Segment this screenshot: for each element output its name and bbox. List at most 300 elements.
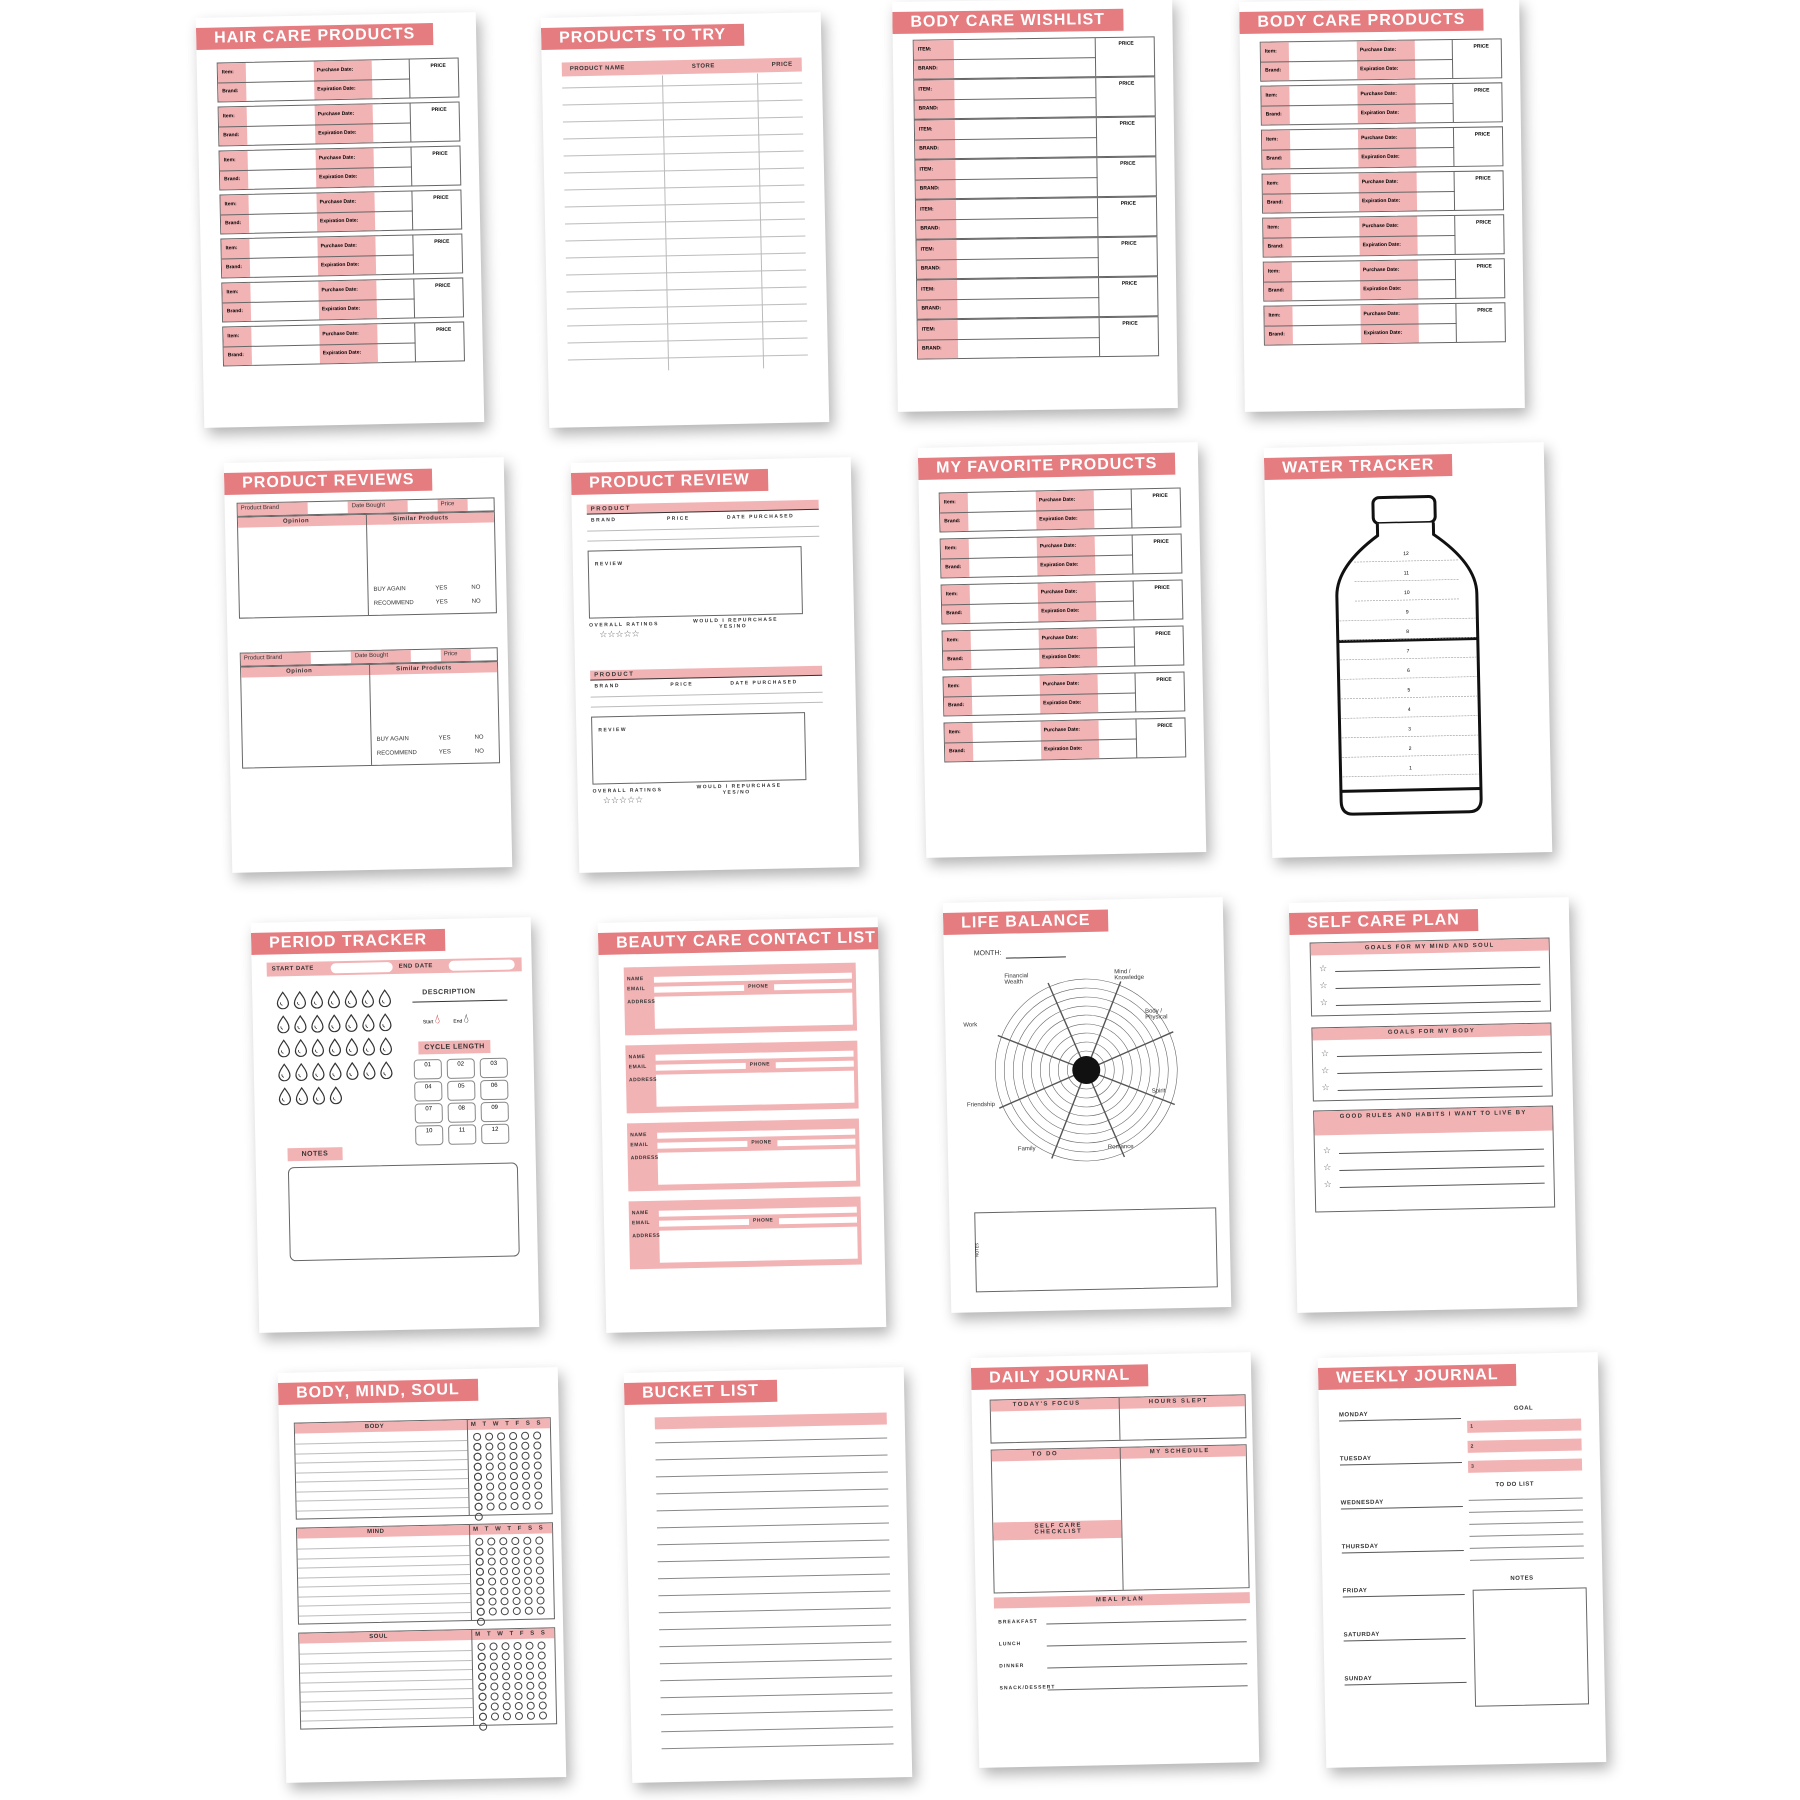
habit-circle[interactable] [478,1663,486,1671]
habit-circle[interactable] [537,1606,545,1614]
todo-line[interactable] [1469,1521,1583,1524]
no-label[interactable]: NO [474,734,484,741]
habit-circle[interactable] [536,1556,544,1564]
habit-circle[interactable] [486,1492,494,1500]
habit-circle[interactable] [538,1661,546,1669]
item-block[interactable] [221,277,464,322]
item-block[interactable] [942,625,1185,670]
habit-circle[interactable] [526,1692,534,1700]
cycle-box[interactable]: 01 [414,1059,442,1080]
drop-icon[interactable] [345,1062,360,1080]
habit-circle[interactable] [474,1473,482,1481]
bucket-line[interactable] [656,1471,888,1477]
habit-circle[interactable] [512,1577,520,1585]
habit-circle[interactable] [490,1692,498,1700]
drop-icon[interactable] [292,991,307,1009]
habit-circle[interactable] [538,1671,546,1679]
bucket-line[interactable] [660,1658,892,1664]
habit-circle[interactable] [478,1653,486,1661]
habit-circle[interactable] [524,1577,532,1585]
habit-line[interactable] [296,1488,468,1493]
habit-circle[interactable] [512,1597,520,1605]
drop-icon[interactable] [362,1061,377,1079]
habit-circle[interactable] [522,1492,530,1500]
habit-line[interactable] [300,1688,472,1693]
drop-icon[interactable] [343,990,358,1008]
habit-line[interactable] [297,1545,469,1550]
weekday-line[interactable] [1339,1418,1461,1422]
goal-row[interactable] [1468,1438,1582,1452]
habit-circle[interactable] [514,1652,522,1660]
habit-circle[interactable] [537,1641,545,1649]
bucket-line[interactable] [659,1624,891,1630]
habit-circle[interactable] [477,1643,485,1651]
cycle-box[interactable]: 11 [448,1124,476,1145]
drop-icon[interactable] [327,1038,342,1056]
drop-icon[interactable] [328,1062,343,1080]
habit-circle[interactable] [510,1492,518,1500]
habit-circle[interactable] [534,1501,542,1509]
habit-circle[interactable] [510,1462,518,1470]
habit-line[interactable] [298,1592,470,1597]
habit-circle[interactable] [536,1586,544,1594]
habit-circle[interactable] [489,1607,497,1615]
habit-circle[interactable] [474,1463,482,1471]
table-row[interactable] [566,252,806,258]
cycle-box[interactable]: 03 [480,1058,508,1079]
habit-circle[interactable] [488,1587,496,1595]
habit-line[interactable] [295,1440,467,1445]
habit-circle[interactable] [534,1481,542,1489]
notes-box[interactable] [1473,1587,1589,1706]
drop-icon[interactable] [275,991,290,1009]
habit-circle[interactable] [526,1672,534,1680]
drop-icon[interactable] [327,1014,342,1032]
habit-circle[interactable] [491,1712,499,1720]
habit-circle[interactable] [501,1642,509,1650]
habit-circle[interactable] [533,1451,541,1459]
table-row[interactable] [566,286,806,292]
bucket-line[interactable] [659,1607,891,1613]
drop-icon[interactable] [310,1038,325,1056]
cycle-box[interactable]: 05 [447,1080,475,1101]
drop-icon[interactable] [310,1014,325,1032]
item-block[interactable] [1263,302,1506,345]
habit-circle[interactable] [526,1652,534,1660]
notes-box[interactable] [974,1207,1218,1292]
wishlist-item[interactable] [915,236,1158,279]
habit-circle[interactable] [510,1482,518,1490]
habit-circle[interactable] [524,1587,532,1595]
habit-line[interactable] [299,1602,471,1607]
habit-circle[interactable] [498,1502,506,1510]
table-row[interactable] [565,201,805,207]
meal-line[interactable] [1048,1685,1248,1690]
bucket-line[interactable] [661,1726,893,1732]
habit-circle[interactable] [501,1607,509,1615]
habit-circle[interactable] [533,1441,541,1449]
habit-line[interactable] [295,1450,467,1455]
cycle-box[interactable]: 08 [448,1102,476,1123]
item-block[interactable] [1262,214,1505,257]
goal-line[interactable] [1336,984,1541,989]
habit-circle[interactable] [526,1682,534,1690]
habit-circle[interactable] [526,1662,534,1670]
item-block[interactable] [939,487,1182,532]
item-block[interactable] [1262,170,1505,213]
todo-line[interactable] [1470,1557,1584,1560]
yes-no-label[interactable]: YES/NO [722,789,751,796]
meal-line[interactable] [1047,1641,1247,1646]
review-body[interactable] [240,661,500,768]
weekday-line[interactable] [1343,1594,1465,1598]
habit-section[interactable] [298,1627,557,1729]
cycle-box[interactable]: 04 [414,1081,442,1102]
habit-circle[interactable] [522,1482,530,1490]
drop-icon[interactable] [277,1063,292,1081]
end-date-field[interactable] [449,959,515,970]
habit-circle[interactable] [485,1442,493,1450]
cycle-box[interactable]: 10 [415,1125,443,1146]
habit-circle[interactable] [502,1672,510,1680]
todo-line[interactable] [1469,1509,1583,1512]
habit-line[interactable] [299,1611,471,1616]
rating-stars[interactable]: ☆☆☆☆☆ [602,794,644,806]
habit-circle[interactable] [511,1547,519,1555]
habit-circle[interactable] [514,1662,522,1670]
habit-circle[interactable] [476,1598,484,1606]
item-block[interactable] [1260,82,1503,125]
wishlist-item[interactable] [913,36,1156,79]
item-block[interactable] [1261,126,1504,169]
habit-circle[interactable] [524,1557,532,1565]
table-row[interactable] [565,218,805,224]
drop-icon[interactable] [361,1037,376,1055]
habit-circle[interactable] [515,1712,523,1720]
bucket-line[interactable] [658,1556,890,1562]
habit-circle[interactable] [535,1536,543,1544]
habit-circle[interactable] [536,1596,544,1604]
habit-circle[interactable] [512,1557,520,1565]
table-row[interactable] [565,235,805,241]
habit-line[interactable] [298,1564,470,1569]
cycle-box[interactable]: 02 [447,1058,475,1079]
drop-icon[interactable] [344,1014,359,1032]
habit-circle[interactable] [477,1618,485,1626]
habit-circle[interactable] [522,1472,530,1480]
weekday-line[interactable] [1341,1506,1463,1510]
habit-circle[interactable] [510,1502,518,1510]
wishlist-item[interactable] [915,196,1158,239]
habit-circle[interactable] [525,1642,533,1650]
table-row[interactable] [563,100,803,106]
table-row[interactable] [563,134,803,140]
habit-section[interactable] [296,1522,555,1624]
review-body[interactable] [237,511,497,618]
habit-circle[interactable] [539,1701,547,1709]
bucket-line[interactable] [661,1692,893,1698]
habit-circle[interactable] [498,1472,506,1480]
wishlist-item[interactable] [913,76,1156,119]
drop-icon[interactable] [294,1087,309,1105]
habit-line[interactable] [300,1659,472,1664]
yes-no-label[interactable]: YES/NO [719,623,748,630]
contact-card[interactable] [629,1197,862,1270]
habit-circle[interactable] [512,1567,520,1575]
yes-label[interactable]: YES [438,735,451,742]
drop-icon[interactable] [328,1086,343,1104]
item-block[interactable] [943,671,1186,716]
habit-circle[interactable] [534,1471,542,1479]
meal-line[interactable] [1046,1619,1246,1624]
habit-circle[interactable] [488,1597,496,1605]
habit-circle[interactable] [536,1576,544,1584]
habit-circle[interactable] [538,1681,546,1689]
bucket-line[interactable] [659,1641,891,1647]
item-block[interactable] [217,57,460,102]
habit-circle[interactable] [497,1452,505,1460]
drop-icon[interactable] [378,1013,393,1031]
habit-circle[interactable] [476,1568,484,1576]
drop-icon[interactable] [276,1015,291,1033]
habit-circle[interactable] [502,1662,510,1670]
habit-circle[interactable] [475,1538,483,1546]
yes-label[interactable]: YES [438,749,451,756]
habit-line[interactable] [300,1650,472,1655]
habit-circle[interactable] [486,1482,494,1490]
goal-line[interactable] [1336,1001,1541,1006]
habit-circle[interactable] [488,1577,496,1585]
drop-icon[interactable] [378,1037,393,1055]
goal-line[interactable] [1338,1086,1543,1091]
table-row[interactable] [568,337,808,343]
cycle-box[interactable]: 12 [481,1124,509,1145]
habit-line[interactable] [298,1573,470,1578]
habit-circle[interactable] [534,1461,542,1469]
item-block[interactable] [220,233,463,278]
table-row[interactable] [564,151,804,157]
habit-circle[interactable] [479,1703,487,1711]
table-row[interactable] [563,117,803,123]
habit-circle[interactable] [502,1692,510,1700]
habit-circle[interactable] [498,1462,506,1470]
item-block[interactable] [940,533,1183,578]
habit-line[interactable] [301,1697,473,1702]
habit-circle[interactable] [489,1642,497,1650]
habit-line[interactable] [296,1469,468,1474]
goal-line[interactable] [1335,967,1540,972]
habit-circle[interactable] [521,1432,529,1440]
drop-icon[interactable] [377,989,392,1007]
habit-circle[interactable] [476,1558,484,1566]
habit-circle[interactable] [533,1431,541,1439]
bucket-line[interactable] [657,1522,889,1528]
habit-circle[interactable] [503,1712,511,1720]
contact-card[interactable] [624,963,857,1036]
habit-section[interactable] [294,1417,553,1519]
habit-circle[interactable] [527,1702,535,1710]
habit-circle[interactable] [477,1608,485,1616]
table-row[interactable] [568,354,808,360]
wishlist-item[interactable] [917,316,1160,359]
item-block[interactable] [941,579,1184,624]
habit-line[interactable] [301,1716,473,1721]
habit-line[interactable] [298,1583,470,1588]
meal-line[interactable] [1047,1663,1247,1668]
habit-circle[interactable] [485,1452,493,1460]
habit-circle[interactable] [500,1597,508,1605]
wishlist-item[interactable] [914,116,1157,159]
habit-circle[interactable] [474,1493,482,1501]
habit-circle[interactable] [500,1567,508,1575]
item-block[interactable] [222,321,465,366]
bucket-line[interactable] [658,1573,890,1579]
habit-circle[interactable] [509,1452,517,1460]
cycle-box[interactable]: 07 [415,1103,443,1124]
habit-circle[interactable] [509,1432,517,1440]
habit-circle[interactable] [524,1597,532,1605]
habit-circle[interactable] [486,1472,494,1480]
habit-circle[interactable] [488,1567,496,1575]
habit-circle[interactable] [498,1482,506,1490]
bucket-line[interactable] [658,1590,890,1596]
bucket-line[interactable] [661,1709,893,1715]
habit-circle[interactable] [525,1607,533,1615]
habit-circle[interactable] [512,1587,520,1595]
goal-section[interactable] [1310,938,1551,1017]
goal-line[interactable] [1339,1149,1544,1154]
habit-circle[interactable] [487,1537,495,1545]
habit-circle[interactable] [475,1548,483,1556]
bucket-line[interactable] [656,1454,888,1460]
drop-icon[interactable] [311,1062,326,1080]
focus-box[interactable] [990,1394,1247,1443]
habit-circle[interactable] [490,1672,498,1680]
contact-card[interactable] [627,1119,860,1192]
item-block[interactable] [219,189,462,234]
item-block[interactable] [218,101,461,146]
habit-circle[interactable] [502,1652,510,1660]
habit-circle[interactable] [476,1578,484,1586]
drop-icon[interactable] [294,1063,309,1081]
habit-circle[interactable] [514,1672,522,1680]
table-row[interactable] [564,184,804,190]
yes-label[interactable]: YES [435,599,448,606]
weekday-line[interactable] [1344,1638,1466,1642]
table-row[interactable] [567,303,807,309]
habit-circle[interactable] [511,1537,519,1545]
drop-icon[interactable] [361,1013,376,1031]
habit-line[interactable] [298,1554,470,1559]
habit-circle[interactable] [521,1442,529,1450]
weekday-line[interactable] [1342,1550,1464,1554]
habit-circle[interactable] [476,1588,484,1596]
notes-box[interactable] [288,1162,520,1261]
table-row[interactable] [564,167,804,173]
habit-circle[interactable] [514,1682,522,1690]
weekday-line[interactable] [1345,1682,1467,1686]
habit-circle[interactable] [538,1691,546,1699]
habit-circle[interactable] [497,1442,505,1450]
habit-line[interactable] [301,1707,473,1712]
habit-circle[interactable] [521,1452,529,1460]
habit-circle[interactable] [536,1566,544,1574]
drop-icon[interactable] [360,989,375,1007]
item-block[interactable] [219,145,462,190]
todo-line[interactable] [1469,1497,1583,1500]
habit-circle[interactable] [475,1503,483,1511]
todo-schedule-box[interactable] [991,1444,1250,1593]
table-row[interactable] [567,320,807,326]
habit-circle[interactable] [523,1547,531,1555]
drop-icon[interactable] [311,1086,326,1104]
table-row[interactable] [566,269,806,275]
cycle-box[interactable]: 06 [480,1080,508,1101]
cycle-box[interactable]: 09 [481,1102,509,1123]
habit-circle[interactable] [478,1673,486,1681]
habit-circle[interactable] [473,1453,481,1461]
goal-line[interactable] [1339,1166,1544,1171]
todo-line[interactable] [1469,1533,1583,1536]
habit-circle[interactable] [490,1682,498,1690]
habit-line[interactable] [297,1507,469,1512]
review-box[interactable] [591,712,806,784]
habit-circle[interactable] [474,1483,482,1491]
habit-circle[interactable] [478,1683,486,1691]
habit-circle[interactable] [535,1546,543,1554]
habit-line[interactable] [296,1497,468,1502]
habit-circle[interactable] [479,1713,487,1721]
wishlist-item[interactable] [914,156,1157,199]
start-date-field[interactable] [331,962,393,973]
drop-icon[interactable] [379,1061,394,1079]
drop-icon[interactable] [293,1039,308,1057]
goal-row[interactable] [1467,1418,1581,1432]
bucket-line[interactable] [657,1539,889,1545]
goal-section[interactable] [1311,1023,1552,1102]
habit-circle[interactable] [538,1651,546,1659]
habit-circle[interactable] [490,1662,498,1670]
drop-icon[interactable] [326,990,341,1008]
habit-circle[interactable] [514,1692,522,1700]
habit-circle[interactable] [475,1513,483,1521]
goal-section[interactable] [1313,1105,1555,1212]
drop-icon[interactable] [293,1015,308,1033]
no-label[interactable]: NO [471,598,481,605]
habit-circle[interactable] [510,1472,518,1480]
habit-circle[interactable] [539,1711,547,1719]
habit-circle[interactable] [485,1432,493,1440]
habit-circle[interactable] [487,1547,495,1555]
item-block[interactable] [1263,258,1506,301]
habit-line[interactable] [296,1478,468,1483]
rating-stars[interactable]: ☆☆☆☆☆ [599,628,640,640]
bucket-line[interactable] [656,1488,888,1494]
item-block[interactable] [943,717,1186,762]
drop-icon[interactable] [309,990,324,1008]
habit-circle[interactable] [478,1693,486,1701]
goal-line[interactable] [1337,1052,1542,1057]
habit-circle[interactable] [527,1712,535,1720]
yes-label[interactable]: YES [435,585,448,592]
habit-circle[interactable] [473,1433,481,1441]
bucket-line[interactable] [660,1675,892,1681]
drop-icon[interactable] [344,1038,359,1056]
habit-circle[interactable] [497,1432,505,1440]
goal-line[interactable] [1337,1069,1542,1074]
no-label[interactable]: NO [471,584,481,591]
habit-circle[interactable] [486,1502,494,1510]
